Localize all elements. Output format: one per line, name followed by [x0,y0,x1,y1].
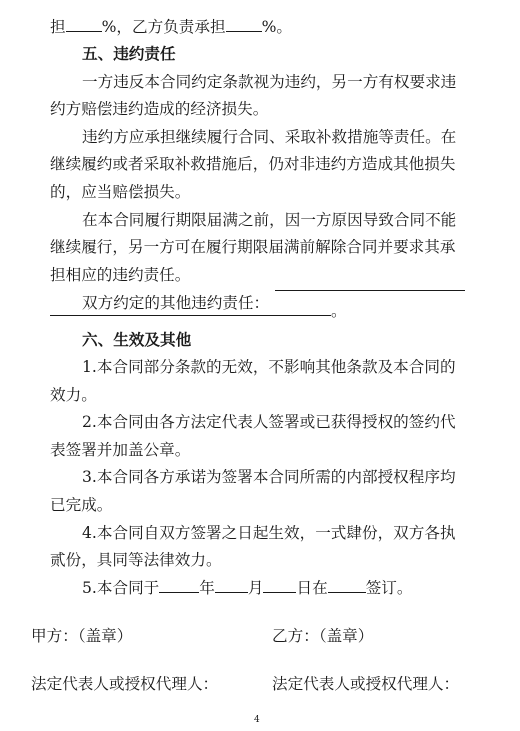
clause-3-line: 3.本合同各方承诺为签署本合同所需的内部授权程序均 [82,468,456,486]
text-i5c: 月 [247,579,264,597]
party-b-seal-label: 乙方：（盖章） [272,627,374,645]
paragraph-line: 担相应的违约责任。 [50,266,191,284]
section-title-effect: 六、生效及其他 [82,330,192,349]
other-liability-label: 双方约定的其他违约责任： [82,294,270,312]
clause-3-line: 已完成。 [50,496,113,514]
blank-place [328,578,366,593]
blank-other-liability-1 [275,290,465,291]
clause-4-line: 贰份，具同等法律效力。 [50,551,222,569]
text-l1b: %，乙方负责承担 [101,18,226,36]
section-title-breach: 五、违约责任 [82,44,176,63]
paragraph-line: 在本合同履行期限届满之前，因一方原因导致合同不能 [82,211,457,229]
text-i5b: 年 [199,579,215,597]
text-i5d: 日在 [296,579,328,597]
paragraph-line: 违约方应承担继续履行合同、采取补救措施等责任。在 [82,128,457,146]
clause-1-line: 效力。 [50,386,97,404]
paragraph-line: 的，应当赔偿损失。 [50,183,191,201]
clause-1-line: 1.本合同部分条款的无效，不影响其他条款及本合同的 [82,358,456,376]
blank-other-liability-2 [50,315,331,316]
blank-percent-b [226,17,262,32]
text-i5e: 签订。 [365,579,413,597]
blank-month [215,578,248,593]
party-a-seal-label: 甲方：（盖章） [31,627,133,645]
clause-4-line: 4.本合同自双方签署之日起生效，一式肆份，双方各执 [82,524,456,542]
clause-2-line: 表签署并加盖公章。 [50,441,191,459]
blank-day [263,578,296,593]
text-i5a: 5.本合同于 [82,579,160,597]
clause-2-line: 2.本合同由各方法定代表人签署或已获得授权的签约代 [82,413,456,431]
text-period: 。 [331,302,347,320]
party-b-representative-label: 法定代表人或授权代理人： [272,675,460,693]
percent-line [50,17,292,37]
page-number: 4 [254,715,260,725]
paragraph-line: 约方赔偿违约造成的经济损失。 [50,100,269,118]
paragraph-line: 继续履约或者采取补救措施后，仍对非违约方造成其他损失 [50,155,456,173]
paragraph-line: 一方违反本合同约定条款视为违约，另一方有权要求违 [82,73,457,91]
blank-year [159,578,199,593]
text-l1a: 担 [50,18,66,36]
blank-percent-a [66,17,102,32]
clause-5-line [82,578,412,598]
text-l1c: %。 [261,18,293,36]
paragraph-line: 继续履行，另一方可在履行期限届满前解除合同并要求其承 [50,238,456,256]
party-a-representative-label: 法定代表人或授权代理人： [31,675,219,693]
